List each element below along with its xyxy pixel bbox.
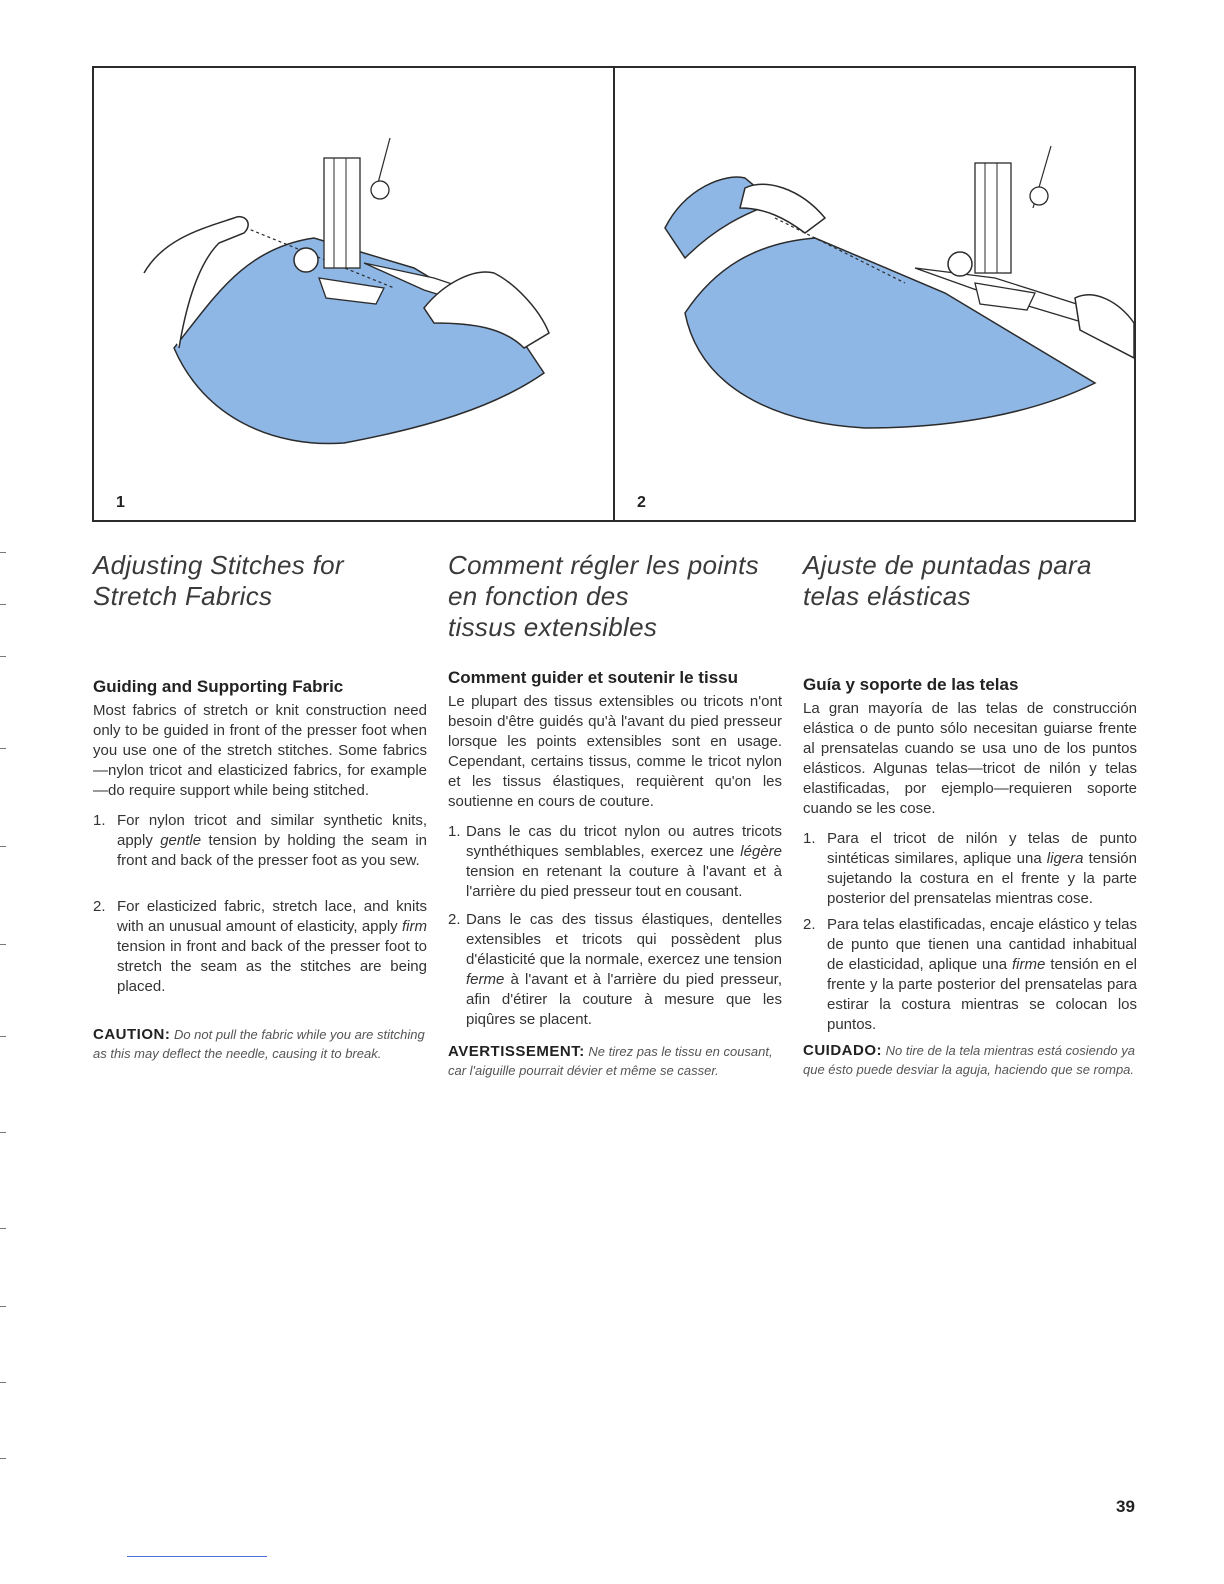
list-item: 2. Para telas elastificadas, encaje elástico y telas de punto que tienen una cantidad inhabitual de elasticidad, aplique una firme tensión en el frente y la parte posterior del prensatelas para estirar la costura mientras se colocan los puntos. [803,916,1137,1033]
subheading: Guía y soporte de las telas [803,675,1019,694]
caution-note: AVERTISSEMENT: Ne tirez pas le tissu en cousant, car l'aiguille pourrait dévier et même se casser. [448,1043,773,1078]
scan-edge-mark [0,748,6,749]
section-title: Adjusting Stitches for Stretch Fabrics [93,550,344,611]
scan-edge-mark [0,1228,6,1229]
subheading: Comment guider et soutenir le tissu [448,668,738,687]
scan-edge-mark [0,1306,6,1307]
scan-edge-mark [0,846,6,847]
instruction-list [448,822,782,1030]
needle-bar [324,158,360,268]
scan-edge-mark [0,1382,6,1383]
illustration-gentle-tension [94,68,613,520]
scan-edge-mark [0,944,6,945]
list-item: 2. Dans le cas des tissus élastiques, dentelles extensibles et tricots qui possèdent plus d'élasticité que la normale, exercez une tension ferme à l'avant et à l'arrière du pied presseur, afin d'étirer la couture à mesure que les piqûres se placent. [448,911,782,1028]
thumb-screw [1030,187,1048,205]
fabric-shape [174,238,544,444]
thumb-screw [371,181,389,199]
list-item: 1. Dans le cas du tricot nylon ou autres tricots synthéthiques semblables, exercez une légère tension en retenant la couture à l'avant et à l'arrière du pied presseur tout en cousant. [448,823,782,900]
scan-edge-mark [0,656,6,657]
scan-edge-mark [0,1458,6,1459]
footer-rule [127,1556,267,1557]
foot-screw [948,252,972,276]
list-item: 2. For elasticized fabric, stretch lace, and knits with an unusual amount of elasticity, apply firm tension in front and back of the presser foot to stretch the seam as the stitches are being placed. [93,898,427,995]
column-french [448,550,782,1080]
figure-panel-1 [94,68,613,520]
instruction-list [93,811,427,997]
intro-paragraph: Most fabrics of stretch or knit construction need only to be guided in front of the presser foot when you use one of the stretch stitches. Some fabrics—nylon tricot and elasticized fabrics, for example—do require support while being stitched. [93,702,427,799]
scan-edge-mark [0,1036,6,1037]
fabric-shape [685,238,1095,428]
scan-edge-mark [0,552,6,553]
illustration-firm-tension [615,68,1134,520]
needle-bar [975,163,1011,273]
figure-number: 1 [116,494,125,511]
intro-paragraph: Le plupart des tissus extensibles ou tricots n'ont besoin d'être guidés qu'à l'avant du pied presseur lorsque les points extensibles sont en usage. Cependant, certains tissus, comme le tricot nylon et les tissus élastiques, requièrent qu'on les soutienne en cours de couture. [448,693,782,810]
section-title: Comment régler les points en fonction des tissus extensibles [448,550,759,642]
left-hand [740,184,825,233]
right-hand [1075,295,1134,358]
intro-paragraph: La gran mayoría de las telas de construcción elástica o de punto sólo necesitan guiarse frente al prensatelas cuando se usa uno de los puntos elásticos. Algunas telas—tricot de nilón y telas elastificadas, por ejemplo—requieren soporte cuando se les cose. [803,700,1137,817]
scan-edge-mark [0,604,6,605]
foot-screw [294,248,318,272]
section-title: Ajuste de puntadas para telas elásticas [803,550,1092,611]
caution-note: CAUTION: Do not pull the fabric while you are stitching as this may deflect the needle, causing it to break. [93,1026,425,1061]
instruction-list [803,829,1137,1035]
figure-frame [92,66,1136,522]
caution-note: CUIDADO: No tire de la tela mientras está cosiendo ya que ésto puede desviar la aguja, haciendo que se rompa. [803,1042,1135,1077]
column-english [93,550,427,1063]
subheading: Guiding and Supporting Fabric [93,677,344,696]
figure-panel-2 [615,68,1134,520]
figure-number: 2 [637,494,646,511]
list-item: 1. For nylon tricot and similar synthetic knits, apply gentle tension by holding the seam in front and back of the presser foot as you sew. [93,812,427,869]
page-number: 39 [1116,1497,1135,1516]
column-spanish [803,550,1137,1079]
list-item: 1. Para el tricot de nilón y telas de punto sintéticas similares, aplique una ligera tensión sujetando la costura en el frente y la parte posterior del prensatelas mientras cose. [803,830,1137,907]
scan-edge-mark [0,1132,6,1133]
